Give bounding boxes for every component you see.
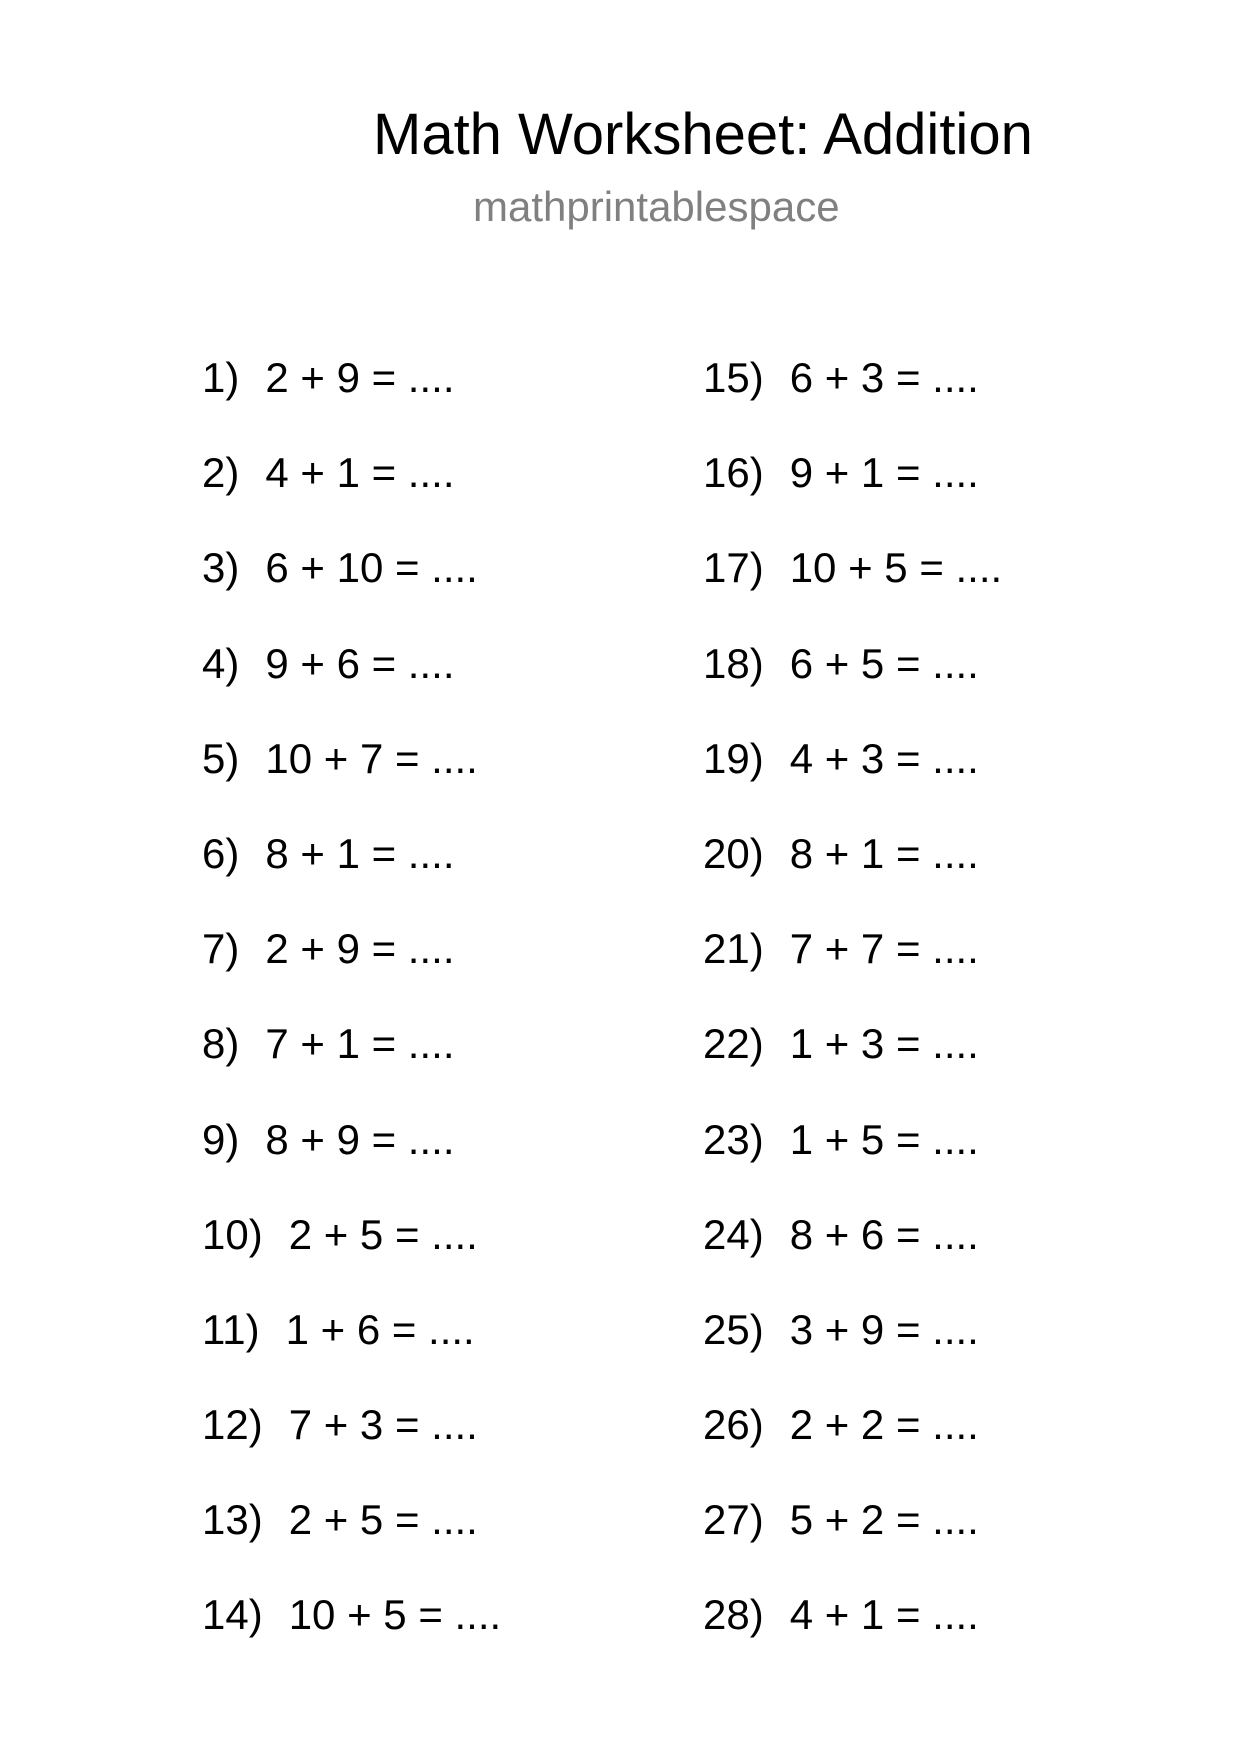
problem-expression: 8 + 6 = .... <box>789 1210 979 1258</box>
problem-item <box>703 636 1002 731</box>
problem-expression: 1 + 3 = .... <box>789 1020 979 1068</box>
problem-number: 28) <box>703 1591 764 1639</box>
problem-expression: 2 + 5 = .... <box>288 1496 478 1544</box>
problem-expression: 2 + 9 = .... <box>265 925 455 973</box>
problem-expression: 9 + 1 = .... <box>789 449 979 497</box>
problem-item <box>202 1302 501 1397</box>
problem-number: 22) <box>703 1020 764 1068</box>
problem-item <box>202 445 501 540</box>
problem-expression: 8 + 9 = .... <box>265 1115 455 1163</box>
problem-item <box>202 1587 501 1682</box>
problem-number: 3) <box>202 544 240 592</box>
problem-number: 15) <box>703 354 764 401</box>
problem-expression: 1 + 5 = .... <box>789 1115 979 1163</box>
problem-number: 19) <box>703 734 764 782</box>
problem-item <box>703 540 1002 635</box>
problem-expression: 9 + 6 = .... <box>265 639 455 687</box>
problem-number: 8) <box>202 1020 240 1068</box>
problem-item <box>703 1207 1002 1302</box>
problem-item <box>703 445 1002 540</box>
problem-item <box>202 921 501 1016</box>
problem-number: 16) <box>703 449 764 497</box>
problem-item <box>202 1207 501 1302</box>
problem-expression: 2 + 5 = .... <box>288 1210 478 1258</box>
problem-expression: 1 + 6 = .... <box>285 1305 475 1353</box>
problem-item <box>703 1112 1002 1207</box>
problem-expression: 8 + 1 = .... <box>265 829 455 877</box>
problem-item <box>703 921 1002 1016</box>
problem-number: 4) <box>202 639 240 687</box>
problem-expression: 4 + 1 = .... <box>789 1591 979 1639</box>
problem-item <box>703 1587 1002 1682</box>
worksheet-title: Math Worksheet: Addition <box>373 102 1033 167</box>
problem-number: 6) <box>202 829 240 877</box>
problem-expression: 2 + 2 = .... <box>789 1401 979 1449</box>
problem-expression: 7 + 3 = .... <box>288 1401 478 1449</box>
problem-expression: 8 + 1 = .... <box>789 829 979 877</box>
problem-expression: 6 + 5 = .... <box>789 639 979 687</box>
problem-expression: 4 + 1 = .... <box>265 449 455 497</box>
problem-number: 13) <box>202 1496 263 1544</box>
problem-item <box>202 1112 501 1207</box>
problem-number: 1) <box>202 354 240 401</box>
problem-item <box>202 350 501 445</box>
problem-expression: 2 + 9 = .... <box>265 354 455 401</box>
problem-item <box>703 1492 1002 1587</box>
problem-expression: 3 + 9 = .... <box>789 1305 979 1353</box>
problem-number: 27) <box>703 1496 764 1544</box>
problem-expression: 10 + 5 = .... <box>789 544 1003 592</box>
problem-item <box>703 1397 1002 1492</box>
problem-number: 24) <box>703 1210 764 1258</box>
problem-number: 14) <box>202 1591 263 1639</box>
problem-item <box>202 1397 501 1492</box>
problem-number: 20) <box>703 829 764 877</box>
problem-item <box>703 350 1002 445</box>
worksheet-subtitle: mathprintablespace <box>473 183 840 230</box>
problem-item <box>202 636 501 731</box>
problem-expression: 4 + 3 = .... <box>789 734 979 782</box>
problem-number: 25) <box>703 1305 764 1353</box>
problem-item <box>202 1492 501 1587</box>
problem-column-right <box>703 350 1002 1683</box>
problem-expression: 10 + 5 = .... <box>288 1591 502 1639</box>
problem-item <box>703 826 1002 921</box>
problem-item <box>202 731 501 826</box>
problem-expression: 5 + 2 = .... <box>789 1496 979 1544</box>
problem-item <box>202 826 501 921</box>
problem-number: 9) <box>202 1115 240 1163</box>
problem-column-left <box>202 350 501 1683</box>
problem-number: 7) <box>202 925 240 973</box>
problem-expression: 6 + 10 = .... <box>265 544 478 592</box>
problem-item <box>703 731 1002 826</box>
problem-number: 10) <box>202 1210 263 1258</box>
problem-number: 21) <box>703 925 764 973</box>
problem-number: 23) <box>703 1115 764 1163</box>
problem-expression: 7 + 1 = .... <box>265 1020 455 1068</box>
problem-item <box>703 1016 1002 1111</box>
problem-expression: 6 + 3 = .... <box>789 354 979 401</box>
problem-number: 26) <box>703 1401 764 1449</box>
problem-number: 18) <box>703 639 764 687</box>
problem-item <box>202 1016 501 1111</box>
problem-number: 2) <box>202 449 240 497</box>
problem-number: 12) <box>202 1401 263 1449</box>
problem-item <box>202 540 501 635</box>
problem-expression: 10 + 7 = .... <box>265 734 478 782</box>
problem-item <box>703 1302 1002 1397</box>
problem-number: 5) <box>202 734 240 782</box>
problem-number: 11) <box>202 1305 260 1353</box>
problem-number: 17) <box>703 544 764 592</box>
problem-expression: 7 + 7 = .... <box>789 925 979 973</box>
